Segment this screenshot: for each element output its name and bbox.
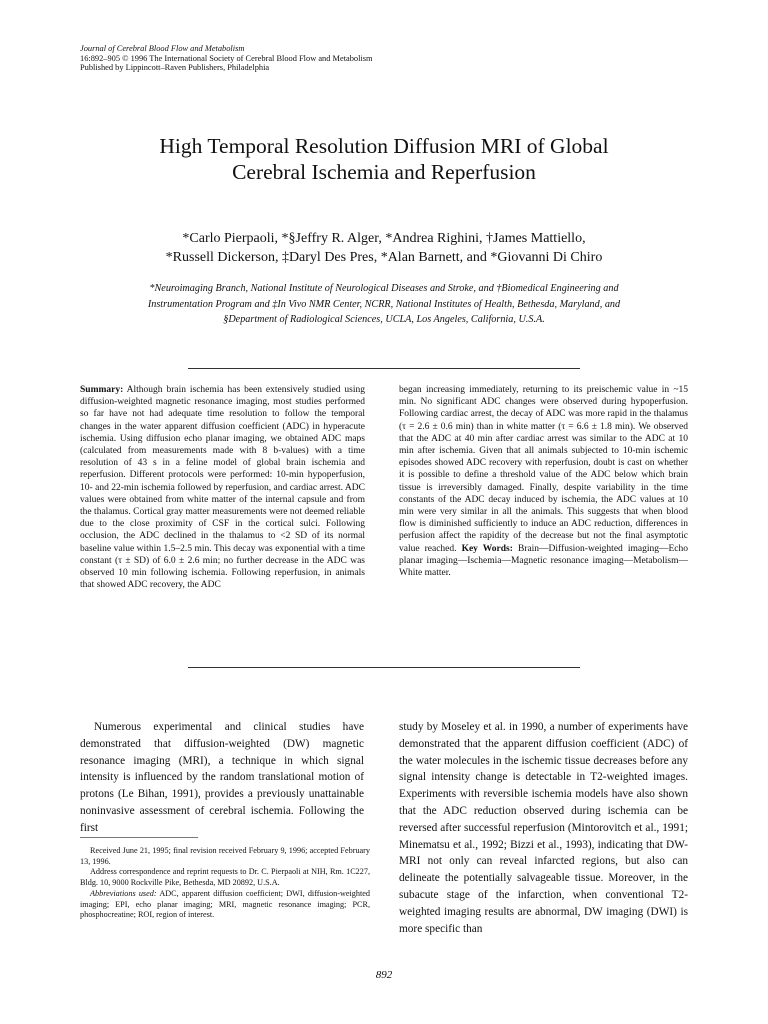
affiliations [70, 281, 698, 328]
title-line-1: High Temporal Resolution Diffusion MRI of Global [159, 134, 609, 158]
journal-publisher: Published by Lippincott–Raven Publishers, Philadelphia [80, 63, 270, 73]
footnote-rule [80, 837, 198, 838]
intro-continuation-paragraph: study by Moseley et al. in 1990, a number of experiments have demonstrated that the apparent diffusion coefficient (ADC) of the water molecules in the ischemic tissue decreases before any signal intensity change is detectable in T2-weighted images. Experiments with reversible ischemia models have also shown that the ADC reduction observed during ischemia can be reversed after successful reperfusion (Mintorovitch et al., 1991; Minematsu et al., 1992; Bizzi et al., 1993), indicating that DW-MRI not only can reveal infarcted regions, but also can delineate the potentially salvageable tissue. Moreover, in the subacute stage of the infarction, when conventional T2-weighted imaging results are abnormal, DW imaging (DWI) is more specific than [399, 721, 688, 935]
body-left-column [80, 719, 364, 837]
abbreviations-label: Abbreviations used: [90, 888, 157, 898]
abstract-right-text: began increasing immediately, returning to its preischemic value in ~15 min. No significant ADC changes were observed during hypoperfusion. Following cardiac arrest, the decay of ADC was more rapid in the thalamus (τ = 2.6 ± 0.6 min) than in white matter (τ = 6.6 ± 1.8 min). We observed that the ADC at 40 min after cardiac arrest was similar to the ADC at 10 min after ischemia. Given that all animals subjected to 10-min ischemic episodes showed ADC recovery with reperfusion, doubt is cast on whether it is possible to define a threshold value of the ADC below which brain tissue is irreversibly damaged. Finally, despite variability in the time constants of the ADC decay induced by ischemia, the ADC values at 10 min were very similar in all the animals. This suggests that when blood flow is diminished sufficiently to induce an ADC reduction, differences in perfusion affect the rapidity of the decrease but not the final asymptotic value reached. [399, 385, 688, 554]
abstract-top-rule [188, 368, 580, 369]
affiliation-line-1: *Neuroimaging Branch, National Institute of Neurological Diseases and Stroke, and †Biomedical Engineering and [149, 283, 619, 294]
footnote-address: Address correspondence and reprint requests to Dr. C. Pierpaoli at NIH, Rm. 1C227, Bldg. 10, 9000 Rockville Pike, Bethesda, MD 20892, U.S.A. [80, 867, 370, 888]
journal-header [80, 44, 373, 73]
footnotes [80, 846, 370, 921]
abstract-left-column [80, 384, 365, 591]
abstract-right-column [399, 384, 688, 579]
keywords-label: Key Words: [461, 543, 513, 554]
journal-citation: 16:892–905 © 1996 The International Society of Cerebral Blood Flow and Metabolism [80, 53, 373, 63]
authors-line-1: *Carlo Pierpaoli, *§Jeffry R. Alger, *Andrea Righini, †James Mattiello, [182, 231, 586, 246]
abstract-bottom-rule [188, 667, 580, 668]
keywords: Brain—Diffusion-weighted imaging—Echo planar imaging—Ischemia—Magnetic resonance imaging—Metabolism—White matter. [399, 543, 688, 579]
body-right-column [399, 719, 688, 937]
affiliation-line-3: §Department of Radiological Sciences, UCLA, Los Angeles, California, U.S.A. [223, 314, 545, 326]
title-line-2: Cerebral Ischemia and Reperfusion [232, 160, 536, 184]
paper-title [0, 133, 768, 185]
abstract-left-text: Although brain ischemia has been extensively studied using diffusion-weighted magnetic resonance imaging, most studies performed so far have not had adequate time resolution to follow the temporal changes in the water apparent diffusion coefficient (ADC) in hyperacute ischemia. Using diffusion echo planar imaging, we obtained ADC maps (calculated from measurements made with 8 b-values) with a time resolution of 43 s in a feline model of global brain ischemia and reperfusion. Different protocols were performed: 10-min hypoperfusion, 10- and 22-min ischemia followed by reperfusion, and cardiac arrest. ADC values were obtained from white matter of the internal capsule and from the thalamus. Cortical gray matter measurements were not deemed reliable due to the close proximity of CSF in the cortical sulci. Following occlusion, the ADC declined in the thalamus to <2 SD of its normal baseline value within 1.5–2.5 min. This decay was exponential with a time constant (τ ± SD) of 6.0 ± 2.6 min; no further decrease in the ADC was observed 10 min following ischemia. Following reperfusion, in animals that showed ADC recovery, the ADC [80, 385, 365, 591]
footnote-abbreviations [80, 889, 370, 921]
footnote-received: Received June 21, 1995; final revision received February 9, 1996; accepted February 13, 1996. [80, 846, 370, 866]
affiliation-line-2: Instrumentation Program and ‡In Vivo NMR Center, NCRR, National Institutes of Health, Bethesda, Maryland, and [147, 298, 621, 310]
journal-name: Journal of Cerebral Blood Flow and Metabolism [80, 44, 245, 53]
page-number: 892 [375, 969, 393, 981]
authors-line-2: *Russell Dickerson, ‡Daryl Des Pres, *Alan Barnett, and *Giovanni Di Chiro [165, 250, 603, 265]
intro-paragraph: Numerous experimental and clinical studies have demonstrated that diffusion-weighted (DW) magnetic resonance imaging (MRI), a technique in which signal intensity is influenced by the random translational motion of protons (Le Bihan, 1991), provides a previously unattainable noninvasive assessment of cerebral ischemia. Following the first [80, 721, 364, 834]
abbreviations-text: ADC, apparent diffusion coefficient; DWI, diffusion-weighted imaging; EPI, echo planar imaging; MRI, magnetic resonance imaging; PCR, phosphocreatine; ROI, region of interest. [80, 888, 370, 920]
author-list [0, 229, 768, 267]
summary-label: Summary: [80, 385, 124, 395]
